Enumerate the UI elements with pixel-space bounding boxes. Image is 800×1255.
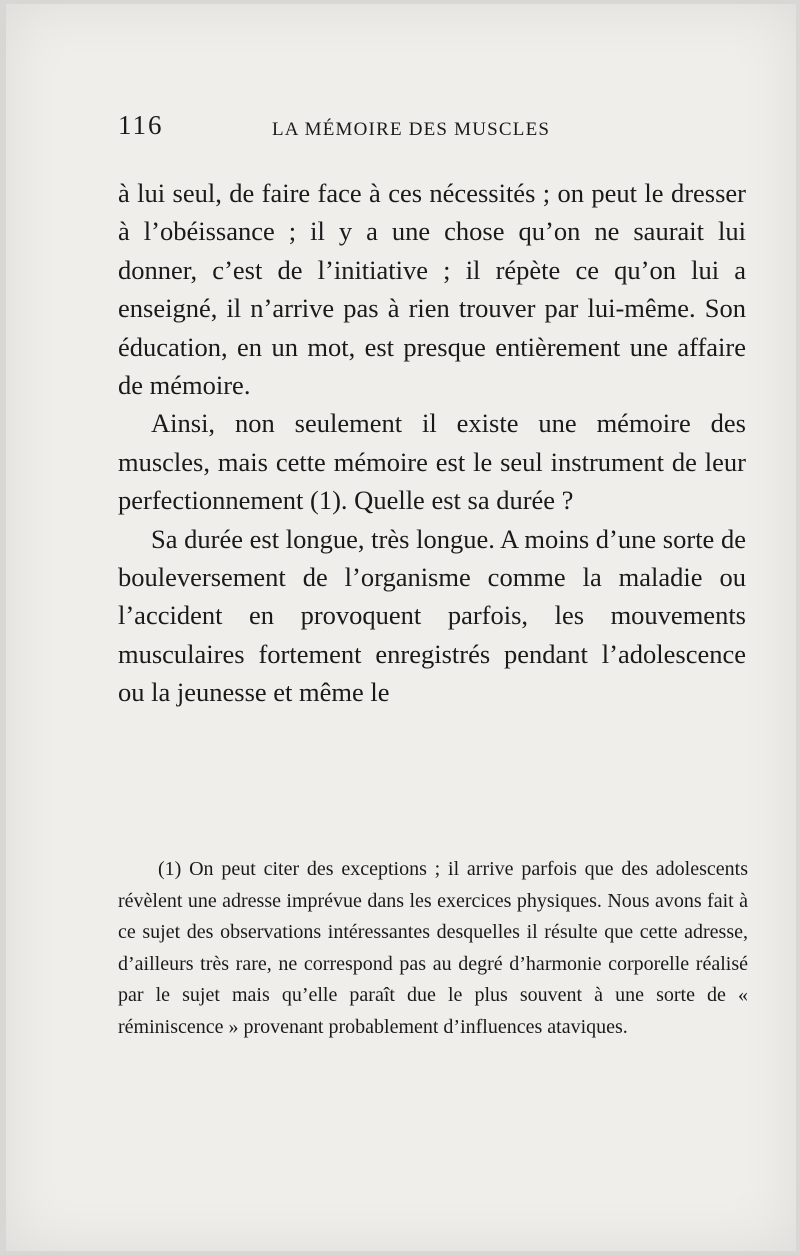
- body-text: [118, 174, 746, 712]
- paragraph-continuation: à lui seul, de faire face à ces nécessités ; on peut le dresser à l’obéissance ; il y a une chose qu’on ne saurait lui donner, c’est de l’initiative ; il répète ce qu’on lui a enseigné, il n’arrive pas à rien trouver par lui-même. Son éducation, en un mot, est presque entièrement une affaire de mémoire.: [118, 178, 746, 401]
- footnote: [118, 854, 748, 1043]
- page-number: 116: [118, 110, 164, 140]
- paragraph: Sa durée est longue, très longue. A moins d’une sorte de bouleversement de l’organisme comme la maladie ou l’accident en provoquent parfois, les mouvements musculaires fortement enregistrés pendant l’adolescence ou la jeunesse et même le: [118, 523, 746, 708]
- paragraph: Ainsi, non seulement il existe une mémoire des muscles, mais cette mémoire est le seul instrument de leur perfectionnement (1). Quelle est sa durée ?: [118, 408, 746, 516]
- running-title: LA MÉMOIRE DES MUSCLES: [272, 119, 551, 140]
- footnote-text: (1) On peut citer des exceptions ; il arrive parfois que des adolescents révèlent une adresse imprévue dans les exercices physiques. Nous avons fait à ce sujet des observations intéressantes desquelles il résulte que cette adresse, d’ailleurs très rare, ne correspond pas au degré d’harmonie corporelle réalisé par le sujet mais qu’elle paraît due le plus souvent à une sorte de « réminiscence » provenant probablement d’influences ataviques.: [118, 858, 748, 1038]
- book-page: [6, 4, 796, 1251]
